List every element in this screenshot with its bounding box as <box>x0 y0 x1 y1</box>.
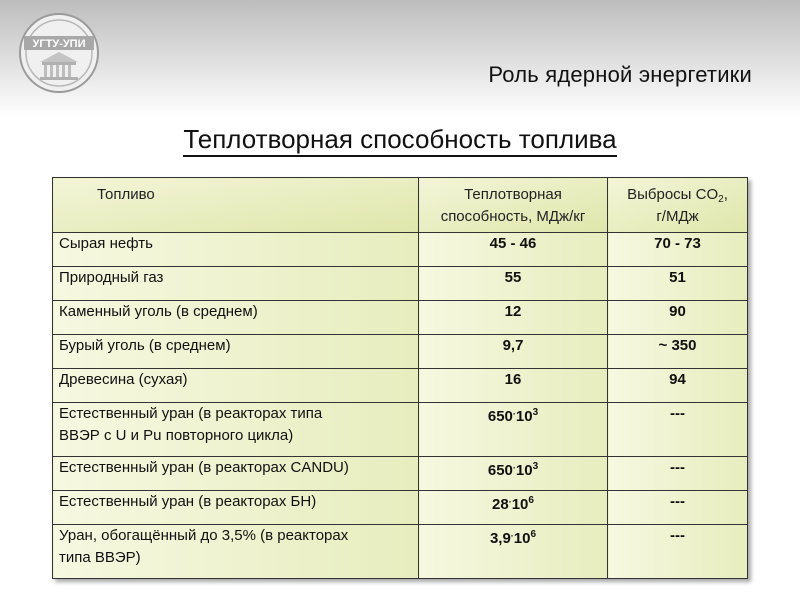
header-co2: Выбросы $CO_2$, г/МДж <box>608 178 748 233</box>
section-title: Роль ядерной энергетики <box>488 62 752 87</box>
fuel-name: Древесина (сухая) <box>53 369 419 403</box>
heat-value: 45 - 46 <box>419 233 608 267</box>
table-row <box>53 335 748 369</box>
fuel-table <box>52 177 748 579</box>
fuel-name: Естественный уран (в реакторах типа ВВЭР с U и Pu повторного цикла) <box>53 403 419 457</box>
slide-title-wrap <box>0 124 800 157</box>
table-row <box>53 403 748 457</box>
table-row <box>53 491 748 525</box>
heat-value: 55 <box>419 267 608 301</box>
heat-value: $28^\cdot 10^6$ <box>419 491 608 525</box>
fuel-name: Каменный уголь (в среднем) <box>53 301 419 335</box>
table-row <box>53 301 748 335</box>
co2-value: ~ 350 <box>608 335 748 369</box>
header-heat: Теплотворная способность, МДж/кг <box>419 178 608 233</box>
table-row <box>53 369 748 403</box>
slide-title: Теплотворная способность топлива <box>183 124 616 157</box>
fuel-name: Естественный уран (в реакторах БН) <box>53 491 419 525</box>
header-fuel: Топливо <box>53 178 419 233</box>
co2-value: --- <box>608 491 748 525</box>
heat-value: $3,9^\cdot 10^6$ <box>419 525 608 579</box>
table-header-row <box>53 178 748 233</box>
heat-value: $650^\cdot 10^3$ <box>419 403 608 457</box>
co2-value: --- <box>608 457 748 491</box>
heat-value: 9,7 <box>419 335 608 369</box>
table-row <box>53 233 748 267</box>
table-row <box>53 525 748 579</box>
table-row <box>53 457 748 491</box>
fuel-name: Бурый уголь (в среднем) <box>53 335 419 369</box>
header-band <box>0 0 800 118</box>
co2-value: 90 <box>608 301 748 335</box>
fuel-name: Сырая нефть <box>53 233 419 267</box>
heat-value: 16 <box>419 369 608 403</box>
co2-value: --- <box>608 403 748 457</box>
heat-value: $650^\cdot 10^3$ <box>419 457 608 491</box>
co2-value: 70 - 73 <box>608 233 748 267</box>
co2-value: --- <box>608 525 748 579</box>
fuel-name: Уран, обогащённый до 3,5% (в реакторах типа ВВЭР) <box>53 525 419 579</box>
logo-text: УГТУ-УПИ <box>32 38 86 50</box>
fuel-name: Естественный уран (в реакторах CANDU) <box>53 457 419 491</box>
table-row <box>53 267 748 301</box>
heat-value: 12 <box>419 301 608 335</box>
co2-value: 94 <box>608 369 748 403</box>
co2-value: 51 <box>608 267 748 301</box>
university-logo <box>18 12 100 94</box>
fuel-name: Природный газ <box>53 267 419 301</box>
